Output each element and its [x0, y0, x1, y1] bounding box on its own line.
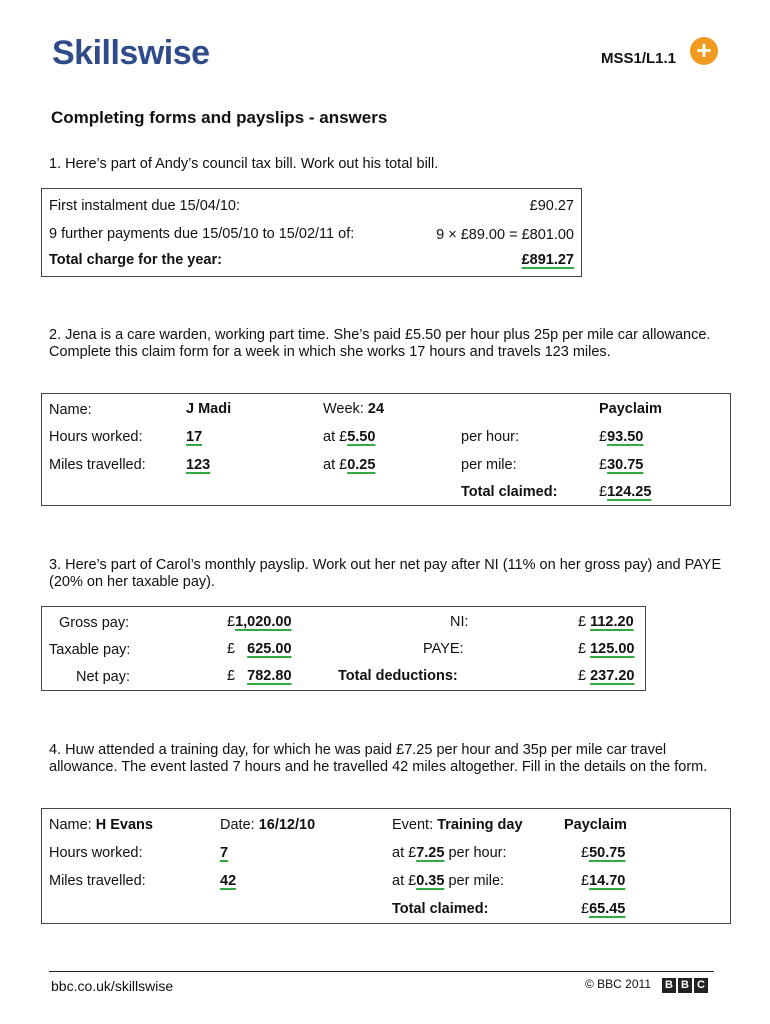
q2-miles-label: Miles travelled:	[49, 457, 146, 473]
footer-url[interactable]: bbc.co.uk/skillswise	[51, 978, 174, 994]
q3-gross-prefix: £	[227, 614, 236, 630]
q4-miles-pay-prefix: £	[581, 873, 590, 889]
q1-row3-value: £891.27	[521, 252, 574, 268]
q4-name-label: Name:	[49, 817, 92, 833]
q2-hours-label: Hours worked:	[49, 429, 143, 445]
skillswise-logo: Skillswise	[52, 34, 210, 72]
q2-miles-rate: 0.25	[347, 457, 376, 473]
footer-copyright: © BBC 2011	[585, 977, 651, 991]
q2-total-prefix: £	[599, 484, 608, 500]
q3-taxable-value: 625.00	[247, 641, 292, 657]
question-3-text: 3. Here’s part of Carol’s monthly payslip. Work out her net pay after NI (11% on her gross pay) and PAYE (20% on her taxable pay).	[49, 557, 722, 590]
q1-row1-value: £90.27	[529, 198, 574, 214]
q3-deductions-value: 237.20	[590, 668, 635, 684]
q3-gross-value: 1,020.00	[235, 614, 292, 630]
q4-miles-label: Miles travelled:	[49, 873, 146, 889]
q2-payclaim-header: Payclaim	[599, 401, 662, 417]
q4-miles-pay: 14.70	[589, 873, 626, 889]
q3-taxable-label: Taxable pay:	[49, 642, 131, 658]
question-4-text: 4. Huw attended a training day, for which he was paid £7.25 per hour and 35p per mile car travel allowance. The event lasted 7 hours and he travelled 42 miles altogether. Fill in the details on the form.	[49, 742, 708, 775]
q2-hours-rate: 5.50	[347, 429, 376, 445]
q4-hours-value: 7	[220, 845, 229, 861]
q2-name-label: Name:	[49, 402, 92, 418]
bbc-logo	[662, 976, 710, 993]
q4-miles-value: 42	[220, 873, 237, 889]
page-title: Completing forms and payslips - answers	[51, 108, 388, 127]
q2-per-hour-label: per hour:	[461, 429, 520, 445]
q3-ni-label: NI:	[450, 614, 469, 630]
q3-ni-prefix: £	[578, 614, 591, 630]
q2-total-label: Total claimed:	[461, 484, 558, 500]
q4-hours-rate: 7.25	[416, 845, 445, 861]
bbc-logo-b2: B	[678, 978, 692, 993]
q4-date-label: Date:	[220, 817, 255, 833]
q3-deductions-prefix: £	[578, 668, 591, 684]
q3-gross-label: Gross pay:	[59, 615, 130, 631]
q2-week-value: 24	[367, 401, 385, 417]
q2-total-value: 124.25	[607, 484, 652, 500]
q4-event-label: Event:	[392, 817, 434, 833]
q1-row2-value: 9 × £89.00 = £801.00	[436, 227, 574, 243]
q4-hours-rate-prefix: at £	[392, 845, 417, 861]
q4-hours-pay-prefix: £	[581, 845, 590, 861]
q1-row3-label: Total charge for the year:	[49, 252, 222, 268]
q2-miles-rate-prefix: at £	[323, 457, 348, 473]
q4-payclaim-header: Payclaim	[564, 817, 627, 833]
bbc-logo-c: C	[694, 978, 708, 993]
q4-per-mile-label: per mile:	[448, 873, 505, 889]
q4-per-hour-label: per hour:	[448, 845, 507, 861]
q4-date-value: 16/12/10	[258, 817, 316, 833]
q3-ni-value: 112.20	[590, 614, 634, 630]
q2-miles-value: 123	[186, 457, 211, 473]
q4-event-value: Training day	[437, 817, 523, 833]
q3-net-value: 782.80	[247, 668, 292, 684]
question-2-text: 2. Jena is a care warden, working part time. She’s paid £5.50 per hour plus 25p per mile car allowance. Complete this claim form for a week in which she works 17 hours and travels 123 miles.	[49, 327, 711, 360]
q4-hours-label: Hours worked:	[49, 845, 143, 861]
q3-paye-value: 125.00	[590, 641, 635, 657]
q4-claim-form	[41, 808, 731, 924]
q2-name-value: J Madi	[186, 401, 232, 417]
q2-per-mile-label: per mile:	[461, 457, 517, 473]
q4-name-value: H Evans	[95, 817, 153, 833]
question-1-text: 1. Here’s part of Andy’s council tax bill. Work out his total bill.	[49, 156, 439, 172]
q2-miles-pay-prefix: £	[599, 457, 608, 473]
q3-paye-label: PAYE:	[423, 641, 464, 657]
footer-divider	[49, 971, 714, 972]
q2-hours-pay: 93.50	[607, 429, 644, 445]
q3-taxable-prefix: £	[227, 641, 236, 657]
worksheet-code: MSS1/L1.1	[600, 50, 676, 67]
q4-total-prefix: £	[581, 901, 590, 917]
q2-hours-pay-prefix: £	[599, 429, 608, 445]
q2-claim-form	[41, 393, 731, 506]
q3-deductions-label: Total deductions:	[338, 668, 458, 684]
q4-miles-rate-prefix: at £	[392, 873, 417, 889]
q2-week-label: Week:	[323, 401, 364, 417]
q3-paye-prefix: £	[578, 641, 591, 657]
q3-net-label: Net pay:	[76, 669, 130, 685]
q2-hours-value: 17	[186, 429, 203, 445]
q4-hours-pay: 50.75	[589, 845, 626, 861]
bbc-logo-b1: B	[662, 978, 676, 993]
q3-net-prefix: £	[227, 668, 236, 684]
q1-table	[41, 188, 582, 277]
q4-total-label: Total claimed:	[392, 901, 489, 917]
plus-icon: +	[690, 37, 718, 65]
q2-miles-pay: 30.75	[607, 457, 644, 473]
q2-hours-rate-prefix: at £	[323, 429, 348, 445]
q1-row1-label: First instalment due 15/04/10:	[49, 198, 241, 214]
q1-row2-label: 9 further payments due 15/05/10 to 15/02/11 of:	[49, 226, 355, 242]
q3-payslip	[41, 606, 646, 691]
q4-miles-rate: 0.35	[416, 873, 445, 889]
q4-total-value: 65.45	[589, 901, 626, 917]
